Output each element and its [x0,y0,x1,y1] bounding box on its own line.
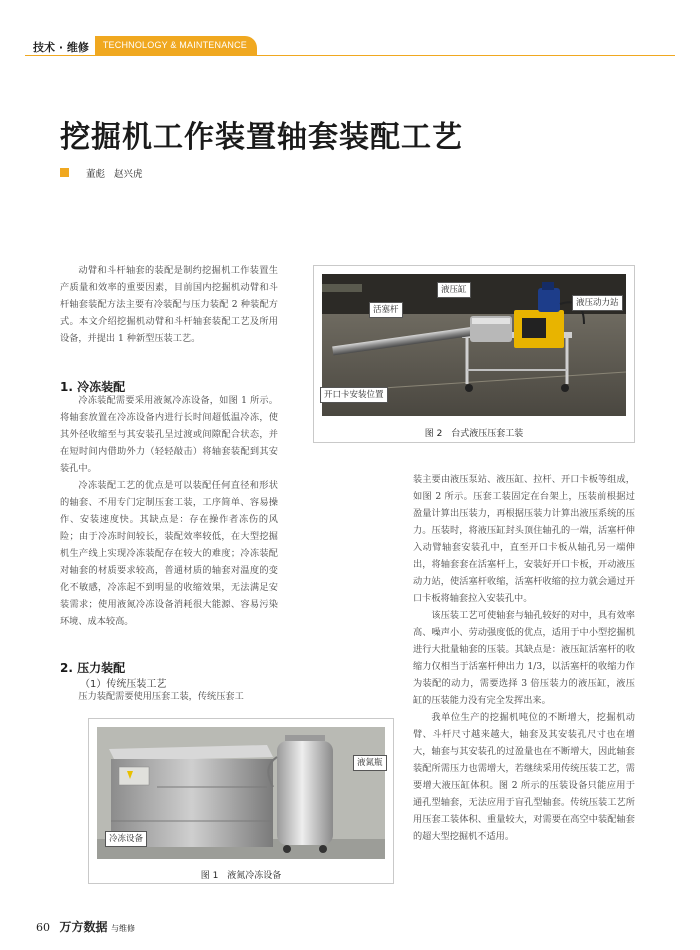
author-marker-icon [60,168,69,177]
section-1-paragraph-2: 冷冻装配工艺的优点是可以装配任何直径和形状的轴套、不用专门定制压套工装，工序简单、容易操作、安装速度快。其缺点是：存在操作者冻伤的风险；由于冷冻时间较长，装配效率较低，在大型挖掘机生产线上实现冷冻装配存在较大的难度；冷冻装配对轴套的材质要求较高，普通材质的轴套对温度的变化不敏感，冷冻起不到明显的收缩效果，无法满足安装需求；使用液氮冷冻设备消耗很大能源、容易污染环境、成本较高。 [60,480,278,627]
label-freezer: 冷冻设备 [105,831,147,847]
right-column-body [413,471,635,845]
right-paragraph-2: 该压装工艺可使轴套与轴孔较好的对中，具有效率高、噪声小、劳动强度低的优点，适用于中小型挖掘机进行大批量轴套的压装。其缺点是：液压缸活塞杆的收缩力仅相当于活塞杆伸出力 1/3，以活塞杆的收缩力作为装配的动力，需要选择 3 倍压装力的液压缸，液压缸的压装能力没有完全发挥出来。 [413,610,635,706]
section-2-heading: 2. 压力装配 [60,661,126,675]
section-header [25,36,257,56]
article-title: 挖掘机工作装置轴套装配工艺 [60,120,463,155]
figure-1 [88,718,394,884]
section-1-paragraph-1: 冷冻装配需要采用液氮冷冻设备，如图 1 所示。将轴套放置在冷冻设备内进行长时间超低温冷冻，使其外径收缩至与其安装孔呈过渡或间隙配合状态，并在短时间内借助外力（轻轻敲击）将轴套装配到其安装孔中。 [60,395,278,474]
figure-2 [313,265,635,443]
label-power-station: 液压动力站 [572,295,623,311]
abstract [60,262,278,347]
section-2-subheading: （1）传统压装工艺 [80,679,167,690]
label-nitrogen-bottle: 液氮瓶 [353,755,387,771]
abstract-text: 动臂和斗杆轴套的装配是制约挖掘机工作装置生产质量和效率的重要因素，目前国内挖掘机动臂和斗杆轴套装配方法主要有冷装配与压力装配 2 种装配方式。本文介绍挖掘机动臂和斗杆轴套装配工艺及所用设备，并提出 1 种新型压装工艺。 [60,265,278,344]
page-number: 60 [36,921,50,934]
page-footer [36,918,135,935]
figure-2-caption: 图 2 台式液压压套工装 [424,429,524,439]
section-title-cn: 技术 · 维修 [25,36,95,56]
right-paragraph-3: 我单位生产的挖掘机吨位的不断增大，挖掘机动臂、斗杆尺寸越来越大，轴套及其安装孔尺寸也在增大，轴套与其安装孔的过盈量也在不断增大，因此轴套装配所需压力也需增大，若继续采用传统压装工艺，需要增大液压缸体积。图 2 所示的压装设备只能应用于通孔型轴套，无法应用于盲孔型轴套。传统压装工艺所用压套工装体积、重量较大，对需要在高空中装配轴套的超大型挖掘机不适用。 [413,712,635,842]
figure-1-caption: 图 1 液氮冷冻设备 [200,871,282,881]
section-title-en: TECHNOLOGY & MAINTENANCE [95,36,257,56]
label-clamp-position: 开口卡安装位置 [320,387,388,403]
article-authors: 董彪 赵兴虎 [86,169,143,180]
section-1-heading: 1. 冷冻装配 [60,380,126,394]
label-hydraulic-cylinder: 液压缸 [437,282,471,298]
footer-brand: 万方数据 [59,920,108,934]
header-rule [25,55,675,56]
label-piston-rod: 活塞杆 [369,302,403,318]
section-2-body [60,688,278,705]
section-2-paragraph-1: 压力装配需要使用压套工装，传统压套工 [78,691,244,702]
right-paragraph-1: 装主要由液压泵站、液压缸、拉杆、开口卡板等组成，如图 2 所示。压套工装固定在台架上，压装前根据过盈量计算出压装力，再根据压装力计算出液压系统的压力。压装时，将液压缸封头顶住轴孔的一端，活塞杆伸入动臂轴套安装孔中，直至开口卡板从轴孔另一端伸出，将轴套套在活塞杆上，安装好开口卡板，开动液压动力站，使活塞杆收缩，活塞杆收缩的拉力就会通过开口卡板将轴套拉入安装孔中。 [413,474,635,604]
footer-suffix: 与维修 [111,924,136,933]
section-1-body [60,392,278,630]
